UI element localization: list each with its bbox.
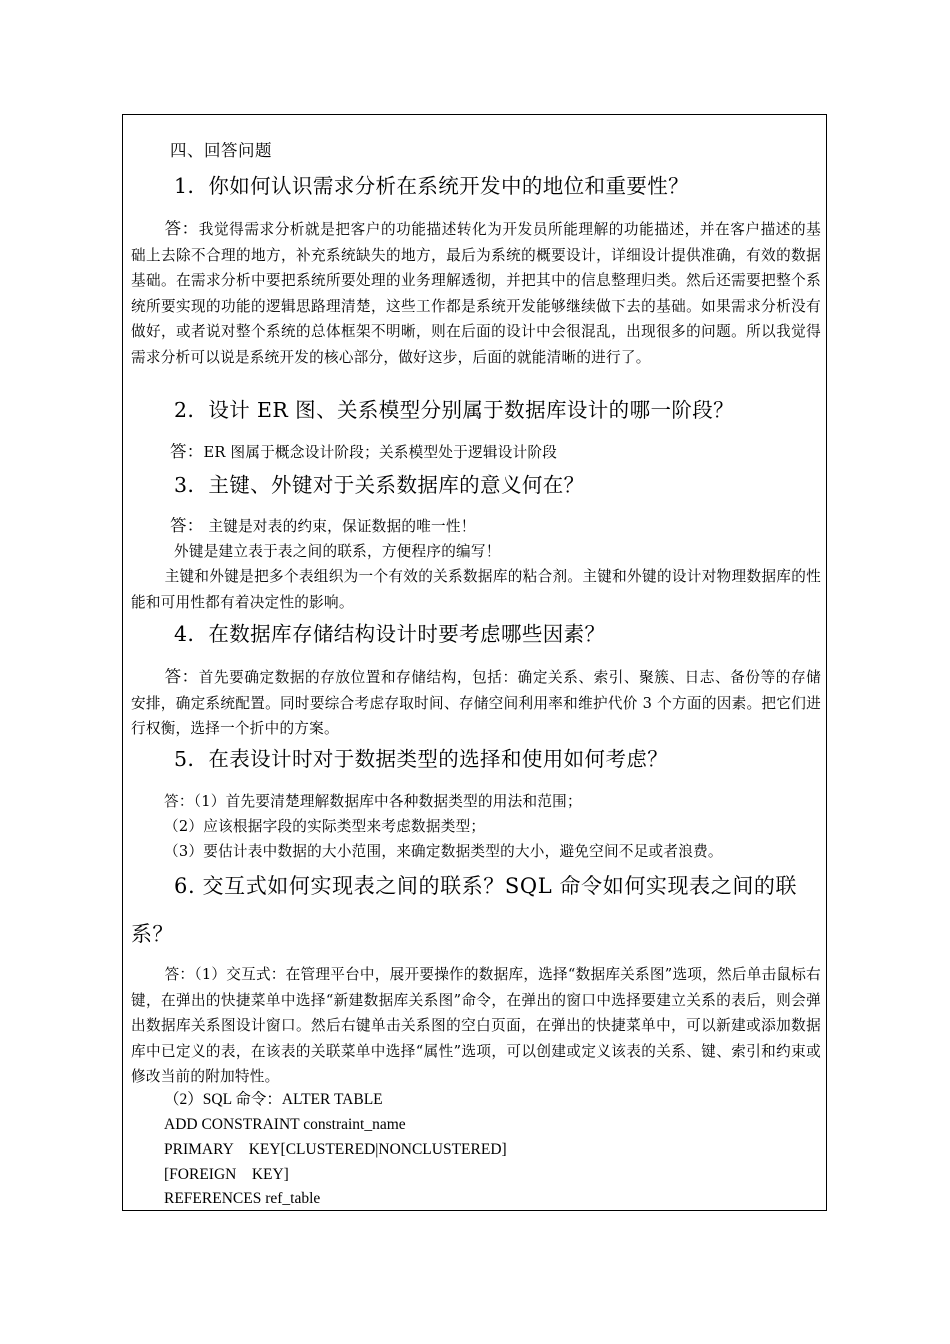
question-5: 5．在表设计时对于数据类型的选择和使用如何考虑？ (174, 747, 669, 771)
answer-mark: 答： (170, 516, 204, 535)
sql-line-4: [FOREIGN KEY] (164, 1166, 289, 1183)
sql-line-3: PRIMARY KEY[CLUSTERED|NONCLUSTERED] (164, 1141, 507, 1158)
answer-4 (131, 664, 821, 742)
answer-1-text: 我觉得需求分析就是把客户的功能描述转化为开发员所能理解的功能描述，并在客户描述的基础上去除不合理的地方，补充系统缺失的地方，最后为系统的概要设计，详细设计提供准确，有效的数据基础。在需求分析中要把系统所要处理的业务理解透彻，并把其中的信息整理归类。然后还需要把整个系统所要实现的功能的逻辑思路理清楚，这些工作都是系统开发能够继续做下去的基础。如果需求分析没有做好，或者说对整个系统的总体框架不明晰，则在后面的设计中会很混乱，出现很多的问题。所以我觉得需求分析可以说是系统开发的核心部分，做好这步，后面的就能清晰的进行了。 (131, 221, 821, 366)
sql-line-2: ADD CONSTRAINT constraint_name (164, 1116, 406, 1133)
answer-5-line-3: （3）要估计表中数据的大小范围，来确定数据类型的大小，避免空间不足或者浪费。 (164, 843, 723, 860)
sql-line-5: REFERENCES ref_table (164, 1190, 321, 1207)
answer-3-line-1 (170, 514, 476, 539)
answer-mark: 答： (170, 442, 204, 461)
question-3: 3．主键、外键对于关系数据库的意义何在？ (174, 473, 585, 497)
answer-2 (170, 440, 557, 465)
answer-3-line-2: 外键是建立表于表之间的联系，方便程序的编写！ (174, 543, 501, 560)
answer-mark: 答： (164, 219, 199, 238)
question-2: 2．设计 ER 图、关系模型分别属于数据库设计的哪一阶段？ (174, 398, 735, 422)
answer-4-text: 首先要确定数据的存放位置和存储结构，包括：确定关系、索引、聚簇、日志、备份等的存储安排，确定系统配置。同时要综合考虑存取时间、存储空间利用率和维护代价 3 个方面的因素。把它们进行权衡，选择一个折中的方案。 (131, 669, 821, 738)
answer-1 (131, 216, 821, 371)
section-heading: 四、回答问题 (170, 141, 272, 160)
answer-3-paragraph: 主键和外键是把多个表组织为一个有效的关系数据库的粘合剂。主键和外键的设计对物理数据库的性能和可用性都有着决定性的影响。 (131, 568, 821, 611)
answer-mark: 答： (164, 667, 199, 686)
sql-line-1: （2）SQL 命令：ALTER TABLE (164, 1091, 383, 1108)
answer-5-line-2: （2）应该根据字段的实际类型来考虑数据类型； (164, 818, 486, 835)
answer-6: 答：（1）交互式：在管理平台中，展开要操作的数据库，选择“数据库关系图”选项，然后单击鼠标右键，在弹出的快捷菜单中选择“新建数据库关系图”命令，在弹出的窗口中选择要建立关系的表后，则会弹出数据库关系图设计窗口。然后右键单击关系图的空白页面，在弹出的快捷菜单中，可以新建或添加数据库中已定义的表，在该表的关联菜单中选择“属性”选项，可以创建或定义该表的关系、键、索引和约束或修改当前的附加特性。 (131, 966, 821, 1086)
answer-3-line-1-text: 主键是对表的约束，保证数据的唯一性！ (203, 518, 476, 535)
question-4: 4．在数据库存储结构设计时要考虑哪些因素？ (174, 622, 606, 646)
question-1: 1．你如何认识需求分析在系统开发中的地位和重要性？ (174, 174, 690, 198)
answer-5-line-1: 答：（1）首先要清楚理解数据库中各种数据类型的用法和范围； (164, 793, 582, 810)
question-6-line-1: 6. 交互式如何实现表之间的联系？SQL 命令如何实现表之间的联 (174, 874, 798, 898)
question-6-line-2: 系？ (131, 922, 174, 946)
answer-2-text: ER 图属于概念设计阶段；关系模型处于逻辑设计阶段 (203, 444, 558, 461)
